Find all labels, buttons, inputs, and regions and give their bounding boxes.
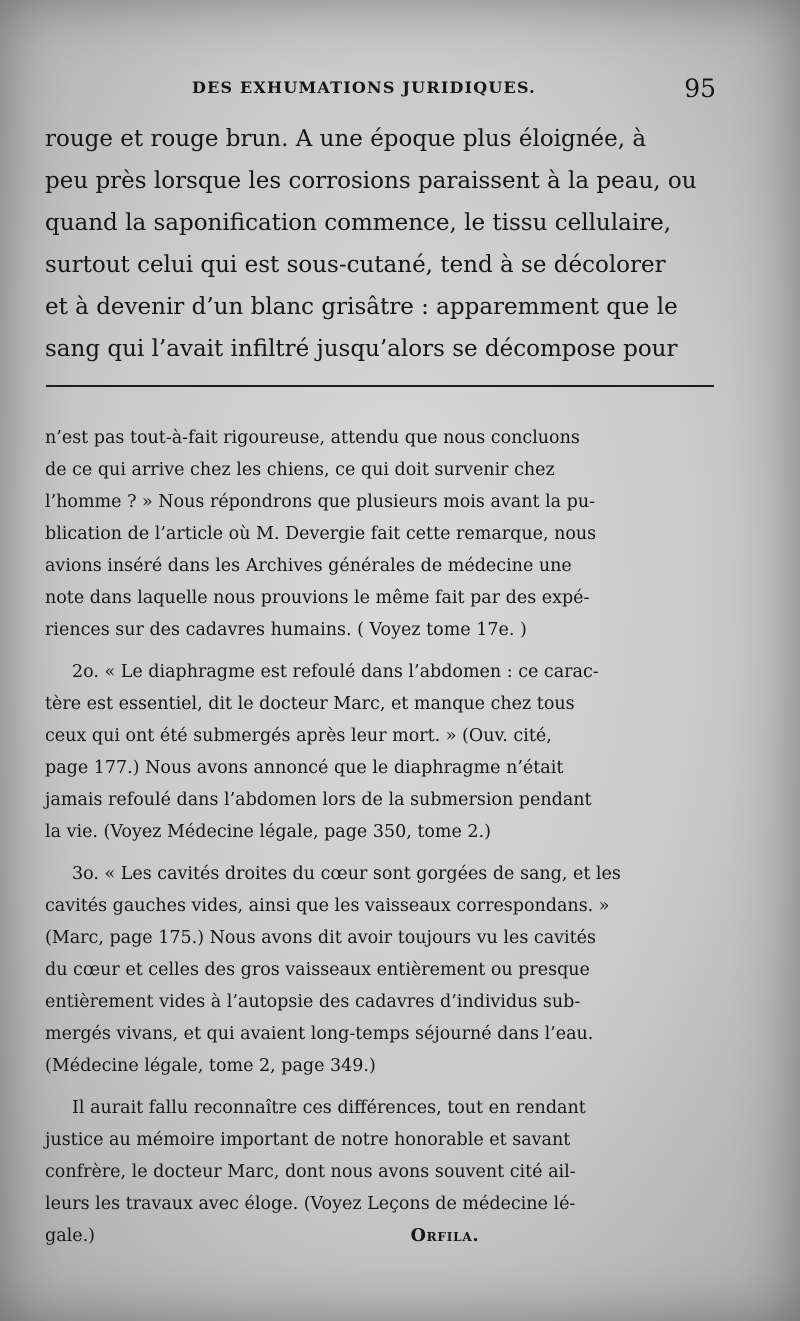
footnote-line: du cœur et celles des gros vaisseaux entièrement ou presque [45,960,590,980]
footnote-line: gale.) [45,1226,95,1246]
footnote-line: confrère, le docteur Marc, dont nous avons souvent cité ail- [45,1162,576,1182]
footnote-line: cavités gauches vides, ainsi que les vaisseaux correspondans. » [45,896,610,916]
footnote-paragraph-4 [45,1092,715,1252]
author-signature: Orfila. [410,1226,480,1246]
footnote-separator-rule [46,385,714,387]
footnote-line: 3o. « Les cavités droites du cœur sont gorgées de sang, et les [72,864,621,884]
main-text-line: sang qui l’avait infiltré jusqu’alors se décompose pour [45,336,678,362]
page-header [48,74,716,114]
footnote-line: riences sur des cadavres humains. ( Voyez tome 17e. ) [45,620,527,640]
running-title: DES EXHUMATIONS JURIDIQUES. [192,78,536,97]
footnote-line: ceux qui ont été submergés après leur mort. » (Ouv. cité, [45,726,552,746]
footnote-line: blication de l’article où M. Devergie fait cette remarque, nous [45,524,597,544]
footnote-line: Il aurait fallu reconnaître ces différences, tout en rendant [72,1098,586,1118]
footnote-line: avions inséré dans les Archives générales de médecine une [45,556,572,576]
footnote-line: entièrement vides à l’autopsie des cadavres d’individus sub- [45,992,581,1012]
footnote-line: page 177.) Nous avons annoncé que le diaphragme n’était [45,758,564,778]
page-number: 95 [684,74,716,103]
main-text-line: et à devenir d’un blanc grisâtre : apparemment que le [45,294,678,320]
footnote-line: jamais refoulé dans l’abdomen lors de la submersion pendant [45,790,592,810]
footnote-line: mergés vivans, et qui avaient long-temps séjourné dans l’eau. [45,1024,594,1044]
footnote-line-with-signature [45,1220,715,1252]
main-text-line: rouge et rouge brun. A une époque plus éloignée, à [45,126,647,152]
footnote-line: (Médecine légale, tome 2, page 349.) [45,1056,376,1076]
main-text-line: quand la saponification commence, le tissu cellulaire, [45,210,672,236]
footnote-line: 2o. « Le diaphragme est refoulé dans l’abdomen : ce carac- [72,662,599,682]
main-text-line: peu près lorsque les corrosions paraissent à la peau, ou [45,168,697,194]
footnote-line: la vie. (Voyez Médecine légale, page 350, tome 2.) [45,822,491,842]
footnote-paragraph-2 [45,656,715,848]
footnote-line: l’homme ? » Nous répondrons que plusieurs mois avant la pu- [45,492,596,512]
footnote-line: de ce qui arrive chez les chiens, ce qui doit survenir chez [45,460,555,480]
main-text-line: surtout celui qui est sous-cutané, tend à se décolorer [45,252,666,278]
footnote-line: tère est essentiel, dit le docteur Marc, et manque chez tous [45,694,575,714]
footnote-line: (Marc, page 175.) Nous avons dit avoir toujours vu les cavités [45,928,596,948]
footnote-paragraph-3 [45,858,715,1082]
footnote-paragraph-1 [45,422,715,646]
footnote-line: n’est pas tout-à-fait rigoureuse, attendu que nous concluons [45,428,580,448]
footnote-line: justice au mémoire important de notre honorable et savant [45,1130,571,1150]
main-body-text [45,118,715,370]
footnote-line: note dans laquelle nous prouvions le même fait par des expé- [45,588,590,608]
footnotes [45,422,715,1262]
footnote-line: leurs les travaux avec éloge. (Voyez Leçons de médecine lé- [45,1194,576,1214]
